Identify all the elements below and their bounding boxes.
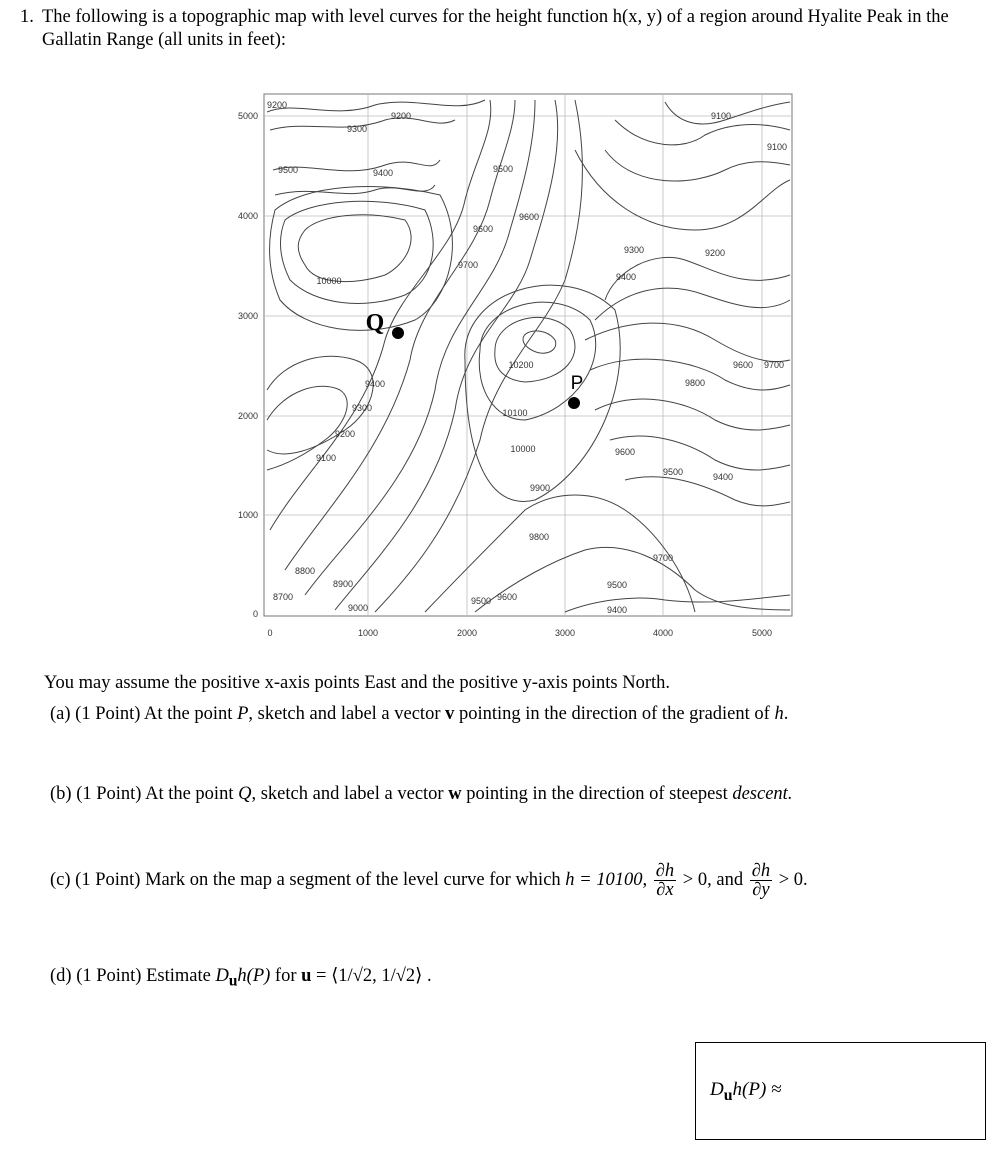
y-tick: 4000	[237, 211, 258, 221]
contour-label: 9500	[492, 164, 514, 174]
part-b-var-q: Q	[238, 784, 252, 804]
x-tick: 0	[267, 628, 273, 638]
contour-label: 9600	[496, 592, 518, 602]
contour-label: 9600	[614, 447, 636, 457]
x-tick: 1000	[357, 628, 379, 638]
part-a-vector: v	[445, 704, 455, 724]
contour-label: 9600	[732, 360, 754, 370]
x-tick: 4000	[652, 628, 674, 638]
part-b	[50, 783, 792, 805]
x-tick: 2000	[456, 628, 478, 638]
contour-label: 8700	[272, 592, 294, 602]
point-p-marker	[568, 397, 580, 409]
part-b-text: , sketch and label a vector	[251, 784, 444, 804]
x-tick: 3000	[554, 628, 576, 638]
part-a-var-h: h	[774, 704, 784, 724]
part-b-text: At the point	[145, 784, 234, 804]
contour-label: 9900	[529, 483, 551, 493]
contour-label: 10000	[316, 276, 342, 286]
y-tick: 2000	[237, 411, 258, 421]
contour-label: 9000	[347, 603, 369, 613]
contour-label: 9700	[763, 360, 785, 370]
frac-denominator: ∂x	[656, 880, 674, 901]
part-c	[50, 858, 808, 902]
contour-label: 10000	[510, 444, 536, 454]
assumption-text: You may assume the positive x-axis points East and the positive y-axis points North.	[44, 673, 671, 693]
question-intro	[20, 6, 992, 52]
contour-label: 9500	[277, 165, 299, 175]
part-d-text: for	[274, 966, 297, 986]
frac-denominator: ∂y	[752, 880, 770, 901]
contour-label: 9400	[615, 272, 637, 282]
part-d-label: (d)	[50, 966, 72, 986]
part-a-label: (a)	[50, 704, 71, 724]
contour-label: 9700	[457, 260, 479, 270]
contour-label: 9200	[266, 100, 288, 110]
contour-label: 9400	[364, 379, 386, 389]
contour-label: 9500	[606, 580, 628, 590]
point-p-label: P	[570, 373, 584, 394]
contour-label: 9600	[518, 212, 540, 222]
frac-numerator: ∂h	[655, 861, 675, 882]
part-c-points: (1 Point)	[75, 870, 141, 890]
part-b-vector: w	[448, 784, 462, 804]
part-b-text: pointing in the direction of steepest	[466, 784, 728, 804]
part-a-text: pointing in the direction of the gradient of	[458, 704, 770, 724]
part-d-vector-value: = ⟨1/√2, 1/√2⟩ .	[316, 966, 432, 986]
contour-label: 9100	[710, 111, 732, 121]
y-tick: 5000	[237, 111, 258, 121]
x-axis-ticks	[267, 628, 772, 638]
question-number: 1.	[20, 7, 34, 27]
topographic-map	[225, 90, 805, 650]
point-q-label: Q	[365, 310, 385, 336]
part-b-label: (b)	[50, 784, 72, 804]
contour-label: 9500	[470, 596, 492, 606]
part-c-equation: h = 10100,	[565, 870, 648, 890]
y-tick: 3000	[237, 311, 258, 321]
answer-derivative: D	[710, 1079, 724, 1100]
frac-numerator: ∂h	[751, 861, 771, 882]
part-d-subscript: u	[228, 972, 238, 990]
question-text: The following is a topographic map with level curves for the height function h(x, y) of a region around Hyalite Peak in the Gallatin Range (all units in feet):	[42, 7, 949, 50]
answer-expression: h(P) ≈	[732, 1079, 782, 1100]
contour-label: 9100	[766, 142, 788, 152]
contour-label: 9800	[528, 532, 550, 542]
partial-h-y-fraction	[750, 862, 772, 899]
point-q-marker	[392, 327, 404, 339]
contour-label: 9300	[351, 403, 373, 413]
partial-h-x-fraction	[654, 862, 676, 899]
contour-label: 9500	[662, 467, 684, 477]
contour-label: 9300	[346, 124, 368, 134]
contour-label: 9600	[472, 224, 494, 234]
contour-label: 9700	[652, 553, 674, 563]
part-a	[50, 703, 788, 725]
part-a-var-p: P	[237, 704, 249, 724]
part-d-expression: h(P)	[237, 966, 271, 986]
part-a-text: , sketch and label a vector	[248, 704, 441, 724]
answer-box[interactable]	[695, 1042, 986, 1140]
contour-label: 9200	[704, 248, 726, 258]
part-c-label: (c)	[50, 870, 71, 890]
part-d-vector: u	[301, 966, 312, 986]
part-a-end: .	[783, 704, 789, 724]
answer-subscript: u	[723, 1086, 733, 1104]
y-axis-ticks	[238, 111, 258, 619]
y-tick: 0	[252, 609, 258, 619]
part-a-text: At the point	[144, 704, 233, 724]
part-d	[50, 965, 432, 993]
contour-label: 9100	[315, 453, 337, 463]
contour-label: 9400	[606, 605, 628, 615]
part-a-points: (1 Point)	[75, 704, 141, 724]
contour-label: 9300	[623, 245, 645, 255]
part-c-text: Mark on the map a segment of the level curve for which	[145, 870, 561, 890]
part-c-inequality: > 0, and	[682, 870, 744, 890]
contour-label: 10100	[502, 408, 528, 418]
contour-label: 9400	[712, 472, 734, 482]
answer-label	[710, 1079, 782, 1105]
part-d-derivative: D	[215, 966, 229, 986]
contour-label: 10200	[508, 360, 534, 370]
contour-label: 9200	[390, 111, 412, 121]
contour-label: 9200	[334, 429, 356, 439]
y-tick: 1000	[237, 510, 258, 520]
part-b-points: (1 Point)	[76, 784, 142, 804]
part-d-points: (1 Point)	[76, 966, 142, 986]
contour-label: 9800	[684, 378, 706, 388]
contour-label: 9400	[372, 168, 394, 178]
contour-label: 8900	[332, 579, 354, 589]
contour-label: 8800	[294, 566, 316, 576]
part-c-inequality: > 0.	[778, 870, 808, 890]
part-b-emphasis: descent.	[732, 784, 793, 804]
part-d-text: Estimate	[146, 966, 211, 986]
x-tick: 5000	[751, 628, 773, 638]
